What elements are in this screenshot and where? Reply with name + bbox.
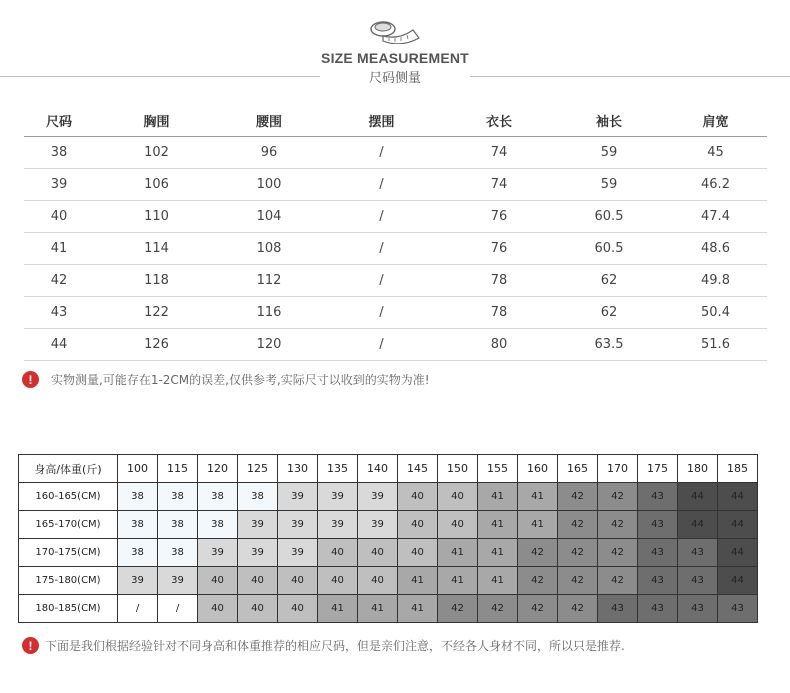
size-table-row	[24, 297, 767, 329]
size-table-cell: 46.2	[664, 169, 767, 201]
weight-header: 175	[638, 455, 678, 483]
size-table-cell: 110	[94, 201, 219, 233]
recommended-size-cell: 41	[398, 567, 438, 595]
recommended-size-cell: 40	[198, 567, 238, 595]
size-table-cell: 104	[219, 201, 319, 233]
size-table-cell: 47.4	[664, 201, 767, 233]
weight-header: 185	[718, 455, 758, 483]
recommended-size-cell: 40	[438, 483, 478, 511]
size-table-cell: 116	[219, 297, 319, 329]
recommended-size-cell: 40	[318, 539, 358, 567]
recommended-size-cell: 41	[438, 539, 478, 567]
header	[0, 18, 790, 88]
recommended-size-cell: 40	[198, 595, 238, 623]
column-header: 摆围	[319, 105, 444, 137]
height-row	[19, 595, 758, 623]
size-table-cell: 62	[554, 265, 664, 297]
recommended-size-cell: 43	[678, 539, 718, 567]
recommended-size-cell: 41	[518, 483, 558, 511]
recommended-size-cell: 44	[718, 567, 758, 595]
weight-header: 170	[598, 455, 638, 483]
recommended-size-cell: 42	[558, 595, 598, 623]
size-table-cell: 74	[444, 137, 554, 169]
recommended-size-cell: 42	[558, 539, 598, 567]
recommended-size-cell: 40	[398, 539, 438, 567]
size-table-cell: /	[319, 329, 444, 361]
weight-header: 140	[358, 455, 398, 483]
recommended-size-cell: 38	[118, 539, 158, 567]
size-table-cell: /	[319, 201, 444, 233]
size-table-cell: 118	[94, 265, 219, 297]
recommended-size-cell: 39	[358, 511, 398, 539]
size-table-cell: /	[319, 265, 444, 297]
weight-header: 155	[478, 455, 518, 483]
weight-header-row	[19, 455, 758, 483]
size-table-cell: 76	[444, 233, 554, 265]
recommended-size-cell: 41	[438, 567, 478, 595]
column-header: 衣长	[444, 105, 554, 137]
size-table-cell: 39	[24, 169, 94, 201]
weight-header: 150	[438, 455, 478, 483]
recommended-size-cell: 39	[118, 567, 158, 595]
recommended-size-cell: 39	[198, 539, 238, 567]
size-table-cell: /	[319, 233, 444, 265]
height-row	[19, 511, 758, 539]
height-label: 175-180(CM)	[19, 567, 118, 595]
size-table-cell: 59	[554, 169, 664, 201]
recommended-size-cell: 39	[238, 511, 278, 539]
size-table-cell: 108	[219, 233, 319, 265]
column-header: 尺码	[24, 105, 94, 137]
recommended-size-cell: 43	[638, 595, 678, 623]
weight-header: 160	[518, 455, 558, 483]
size-table-cell: 63.5	[554, 329, 664, 361]
size-table-row	[24, 265, 767, 297]
recommended-size-cell: 42	[598, 511, 638, 539]
recommended-size-cell: 41	[358, 595, 398, 623]
recommended-size-cell: 41	[478, 567, 518, 595]
size-table-cell: /	[319, 297, 444, 329]
size-table-cell: 100	[219, 169, 319, 201]
size-table-row	[24, 137, 767, 169]
height-row	[19, 539, 758, 567]
column-header: 肩宽	[664, 105, 767, 137]
recommendation-note	[22, 637, 625, 654]
weight-header: 130	[278, 455, 318, 483]
recommended-size-cell: 43	[638, 539, 678, 567]
size-table-cell: 106	[94, 169, 219, 201]
recommended-size-cell: 44	[718, 483, 758, 511]
recommended-size-cell: 42	[558, 511, 598, 539]
recommended-size-cell: 40	[358, 539, 398, 567]
size-table-cell: 59	[554, 137, 664, 169]
size-table-cell: 78	[444, 297, 554, 329]
title-chinese	[0, 67, 790, 86]
recommended-size-cell: 40	[358, 567, 398, 595]
recommended-size-cell: 38	[198, 483, 238, 511]
recommended-size-cell: 40	[278, 595, 318, 623]
height-row	[19, 567, 758, 595]
size-table-cell: 48.6	[664, 233, 767, 265]
size-table-cell: 60.5	[554, 201, 664, 233]
size-table-cell: 44	[24, 329, 94, 361]
size-table-cell: 43	[24, 297, 94, 329]
size-table-cell: 38	[24, 137, 94, 169]
recommended-size-cell: 40	[278, 567, 318, 595]
size-table-row	[24, 169, 767, 201]
recommended-size-cell: 42	[598, 483, 638, 511]
recommended-size-cell: 39	[278, 539, 318, 567]
size-table-cell: 49.8	[664, 265, 767, 297]
column-header: 胸围	[94, 105, 219, 137]
size-table-cell: 112	[219, 265, 319, 297]
recommended-size-cell: 39	[318, 483, 358, 511]
recommended-size-cell: 44	[678, 483, 718, 511]
height-label: 170-175(CM)	[19, 539, 118, 567]
recommended-size-cell: 42	[598, 539, 638, 567]
size-table-cell: /	[319, 169, 444, 201]
recommended-size-cell: 40	[318, 567, 358, 595]
recommended-size-cell: 39	[318, 511, 358, 539]
weight-header: 135	[318, 455, 358, 483]
measurement-note-text: 实物测量,可能存在1-2CM的误差,仅供参考,实际尺寸以收到的实物为准!	[51, 373, 430, 387]
recommendation-note-text: 下面是我们根据经验针对不同身高和体重推荐的相应尺码，但是亲们注意，不经各人身材不同，所以只是推荐.	[45, 639, 625, 653]
recommended-size-cell: 40	[438, 511, 478, 539]
height-label: 160-165(CM)	[19, 483, 118, 511]
size-table-header-row	[24, 105, 767, 137]
height-label: 165-170(CM)	[19, 511, 118, 539]
recommended-size-cell: 39	[238, 539, 278, 567]
recommended-size-cell: 38	[118, 483, 158, 511]
size-table-cell: 96	[219, 137, 319, 169]
recommended-size-cell: 43	[678, 567, 718, 595]
recommended-size-cell: /	[158, 595, 198, 623]
size-table-cell: 78	[444, 265, 554, 297]
warning-icon: !	[22, 371, 39, 388]
title-chinese-text: 尺码侧量	[363, 71, 427, 86]
size-table-row	[24, 201, 767, 233]
size-table-cell: 45	[664, 137, 767, 169]
size-table-cell: 62	[554, 297, 664, 329]
size-table-cell: 126	[94, 329, 219, 361]
recommended-size-cell: 38	[118, 511, 158, 539]
recommended-size-cell: 42	[558, 567, 598, 595]
height-row	[19, 483, 758, 511]
recommended-size-cell: 42	[478, 595, 518, 623]
column-header: 腰围	[219, 105, 319, 137]
recommended-size-cell: 44	[718, 539, 758, 567]
recommended-size-cell: 39	[358, 483, 398, 511]
weight-header: 100	[118, 455, 158, 483]
recommended-size-cell: 41	[518, 511, 558, 539]
weight-header: 125	[238, 455, 278, 483]
recommended-size-cell: /	[118, 595, 158, 623]
recommended-size-cell: 40	[238, 595, 278, 623]
recommended-size-cell: 40	[398, 511, 438, 539]
recommended-size-cell: 38	[158, 483, 198, 511]
size-table-cell: 51.6	[664, 329, 767, 361]
size-table-cell: 114	[94, 233, 219, 265]
recommended-size-cell: 41	[478, 539, 518, 567]
measurement-note	[22, 371, 430, 388]
recommended-size-cell: 44	[718, 511, 758, 539]
size-table-cell: /	[319, 137, 444, 169]
recommended-size-cell: 39	[278, 483, 318, 511]
measuring-tape-icon	[369, 18, 423, 44]
weight-header: 120	[198, 455, 238, 483]
size-measurement-table	[24, 105, 767, 361]
recommended-size-cell: 40	[398, 483, 438, 511]
weight-header: 165	[558, 455, 598, 483]
recommended-size-cell: 41	[478, 511, 518, 539]
column-header: 袖长	[554, 105, 664, 137]
weight-header: 145	[398, 455, 438, 483]
size-table-cell: 76	[444, 201, 554, 233]
recommended-size-cell: 42	[518, 595, 558, 623]
size-recommendation-table	[18, 454, 758, 623]
recommended-size-cell: 42	[558, 483, 598, 511]
recommended-size-cell: 44	[678, 511, 718, 539]
recommended-size-cell: 43	[718, 595, 758, 623]
size-table-cell: 120	[219, 329, 319, 361]
size-table-row	[24, 329, 767, 361]
size-table-cell: 50.4	[664, 297, 767, 329]
size-table-cell: 74	[444, 169, 554, 201]
recommended-size-cell: 43	[638, 483, 678, 511]
size-table-cell: 41	[24, 233, 94, 265]
warning-icon: !	[22, 637, 39, 654]
recommended-size-cell: 43	[678, 595, 718, 623]
weight-header: 115	[158, 455, 198, 483]
size-table-cell: 102	[94, 137, 219, 169]
size-table-cell: 40	[24, 201, 94, 233]
title-english: SIZE MEASUREMENT	[321, 50, 469, 66]
recommended-size-cell: 42	[518, 539, 558, 567]
recommended-size-cell: 39	[278, 511, 318, 539]
recommended-size-cell: 40	[238, 567, 278, 595]
recommended-size-cell: 42	[438, 595, 478, 623]
recommended-size-cell: 41	[398, 595, 438, 623]
recommended-size-cell: 38	[198, 511, 238, 539]
recommended-size-cell: 41	[318, 595, 358, 623]
recommended-size-cell: 43	[598, 595, 638, 623]
recommended-size-cell: 38	[158, 539, 198, 567]
recommended-size-cell: 43	[638, 567, 678, 595]
recommended-size-cell: 42	[598, 567, 638, 595]
size-table-row	[24, 233, 767, 265]
recommended-size-cell: 38	[158, 511, 198, 539]
recommended-size-cell: 43	[638, 511, 678, 539]
height-weight-label: 身高/体重(斤)	[19, 455, 118, 483]
size-table-cell: 80	[444, 329, 554, 361]
recommended-size-cell: 41	[478, 483, 518, 511]
size-table-cell: 42	[24, 265, 94, 297]
height-label: 180-185(CM)	[19, 595, 118, 623]
recommended-size-cell: 38	[238, 483, 278, 511]
weight-header: 180	[678, 455, 718, 483]
size-table-cell: 60.5	[554, 233, 664, 265]
recommended-size-cell: 39	[158, 567, 198, 595]
size-table-cell: 122	[94, 297, 219, 329]
recommended-size-cell: 42	[518, 567, 558, 595]
